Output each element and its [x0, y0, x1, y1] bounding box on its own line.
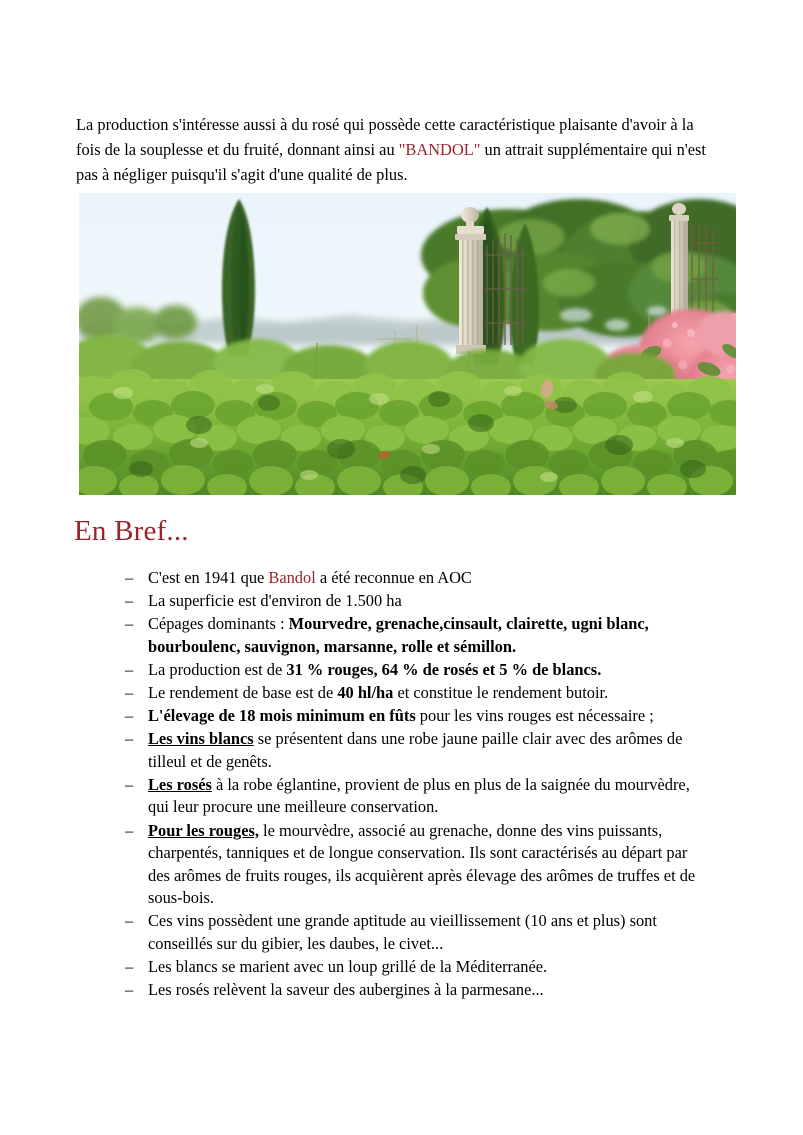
list-bullet-dash-icon: – — [125, 706, 134, 726]
list-item-text — [148, 590, 713, 613]
text-segment: se présentent dans une robe jaune paille clair avec des arômes de tilleul et de genêts. — [148, 729, 683, 771]
text-segment: à la robe églantine, provient de plus en plus de la saignée du mourvèdre, qui leur procure une meilleure conservation. — [148, 774, 690, 817]
list-item — [123, 728, 713, 773]
vineyard-photo-illustration — [79, 193, 736, 495]
list-bullet-dash-icon: – — [125, 568, 134, 587]
list-bullet-dash-icon: – — [125, 659, 134, 679]
list-bullet-dash-icon: – — [125, 729, 134, 749]
list-item-text — [148, 956, 713, 979]
list-item-text — [148, 910, 713, 955]
list-item — [123, 705, 713, 728]
text-segment: et constitue le rendement butoir. — [393, 682, 609, 702]
list-item — [123, 979, 713, 1002]
list-item-text — [148, 567, 713, 590]
list-item-text — [148, 682, 713, 705]
list-bullet-dash-icon: – — [125, 820, 134, 840]
text-segment: Le rendement de base est de — [148, 682, 338, 702]
text-segment: Pour les rouges, — [148, 820, 259, 840]
list-item-text — [148, 705, 713, 728]
vineyard-photo-canvas — [79, 193, 736, 495]
list-item — [123, 820, 713, 910]
list-bullet-dash-icon: – — [125, 957, 134, 977]
text-segment: a été reconnue en AOC — [315, 568, 472, 587]
text-segment: L'élevage de 18 mois minimum en fûts — [148, 706, 416, 726]
list-item — [123, 567, 713, 590]
text-segment: Les vins blancs — [148, 729, 254, 749]
text-segment: La production est de — [148, 659, 287, 679]
list-item-text — [148, 820, 713, 910]
intro-text-part1: La production s'intéresse aussi à du rosé qui possède cette caractéristique plaisante d'avoir à la fois de la souplesse et du fruité, donnant ainsi au — [76, 115, 694, 159]
list-item-text — [148, 613, 713, 658]
brief-list — [123, 567, 713, 1002]
en-bref-heading: En Bref... — [74, 515, 189, 547]
list-item-text — [148, 659, 713, 682]
list-item — [123, 682, 713, 705]
list-bullet-dash-icon: – — [125, 614, 134, 634]
vineyard-photo — [79, 193, 736, 495]
list-item-text — [148, 979, 713, 1002]
list-item — [123, 590, 713, 613]
list-bullet-dash-icon: – — [125, 980, 134, 1000]
text-segment: Mourvedre, grenache,cinsault, clairette, ugni blanc, bourboulenc, sauvignon, marsanne, rolle et sémillon. — [148, 614, 649, 656]
text-segment: C'est en 1941 que — [148, 568, 269, 587]
text-segment: le mourvèdre, associé au grenache, donne des vins puissants, charpentés, tanniques et de longue conservation. Ils sont caractérisés au départ par des arômes de fruits rouges, ils acquièrent après élevage des arômes de truffes et de sous-bois. — [148, 820, 696, 908]
list-item — [123, 956, 713, 979]
text-segment: Les rosés — [148, 774, 212, 794]
list-item — [123, 613, 713, 658]
text-segment: Les rosés relèvent la saveur des aubergines à la parmesane... — [148, 980, 544, 1000]
text-segment: La superficie est d'environ de 1.500 ha — [148, 591, 402, 611]
list-item-text — [148, 728, 713, 773]
list-item — [123, 659, 713, 682]
bandol-highlight: "BANDOL" — [398, 139, 481, 159]
list-item-text — [148, 774, 713, 819]
text-segment: Cépages dominants : — [148, 614, 289, 634]
text-segment: 31 % rouges, 64 % de rosés et 5 % de blancs. — [286, 659, 602, 679]
list-item — [123, 910, 713, 955]
list-bullet-dash-icon: – — [125, 774, 134, 794]
intro-paragraph — [76, 113, 706, 187]
text-segment: pour les vins rouges est nécessaire ; — [415, 706, 654, 726]
list-item — [123, 774, 713, 819]
text-segment: Bandol — [268, 568, 316, 587]
list-bullet-dash-icon: – — [125, 682, 134, 702]
text-segment: Ces vins possèdent une grande aptitude au vieillissement (10 ans et plus) sont conseillés sur du gibier, les daubes, le civet... — [148, 911, 657, 953]
text-segment: 40 hl/ha — [337, 682, 394, 702]
text-segment: Les blancs se marient avec un loup grillé de la Méditerranée. — [148, 957, 548, 977]
list-bullet-dash-icon: – — [125, 911, 134, 931]
intro-text-part2: un attrait supplémentaire qui n'est pas à négliger puisqu'il s'agit d'une qualité de plus. — [76, 139, 706, 184]
list-bullet-dash-icon: – — [125, 591, 134, 611]
